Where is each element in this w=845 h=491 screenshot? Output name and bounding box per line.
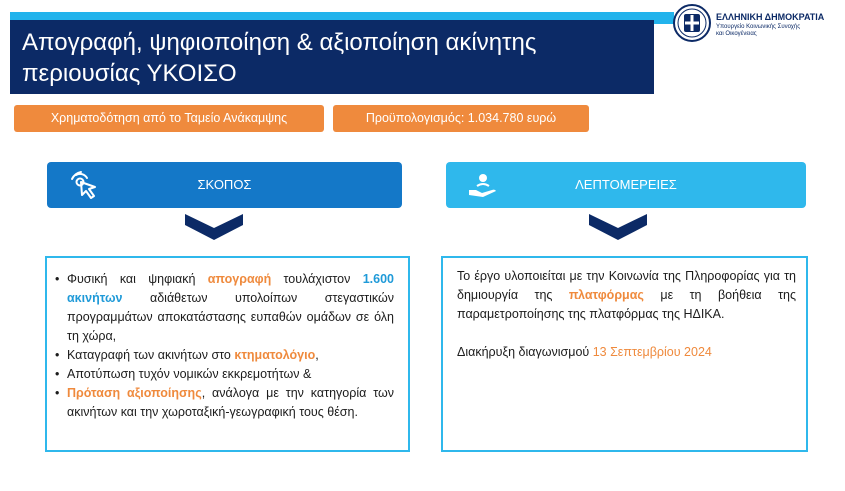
highlight-proposal: Πρόταση αξιοποίησης <box>67 386 202 400</box>
logo-ministry: Υπουργείο Κοινωνικής Συνοχής και Οικογένειας <box>716 24 801 37</box>
highlight-cadastre: κτηματολόγιο <box>234 348 316 362</box>
section-header-scope <box>47 162 402 208</box>
details-card <box>441 256 808 452</box>
scope-heading: ΣΚΟΠΟΣ <box>197 177 252 192</box>
scope-item-inventory: • Φυσική και ψηφιακή απογραφή τουλάχιστον 1.600 ακινήτων αδιάθετων υπολοίπων στεγαστικών προγραμμάτων αποκατάστασης ευπαθών ομάδων σε όλη τη χώρα, <box>53 270 394 346</box>
budget-badge: Προϋπολογισμός: 1.034.780 ευρώ <box>333 105 589 132</box>
ministry-logo <box>672 3 842 45</box>
page-title-line2: περιουσίας ΥΚΟΙΣΟ <box>22 60 237 87</box>
highlight-platform: πλατφόρμας <box>568 288 644 302</box>
funding-badge: Χρηματοδότηση από το Ταμείο Ανάκαμψης <box>14 105 324 132</box>
details-paragraph-project: Το έργο υλοποιείται με την Κοινωνία της Πληροφορίας για τη δημιουργία της πλατφόρμας με τη βοήθεια της παραμετροποίησης της πλατφόρμας της ΗΔΙΚΑ. <box>457 269 797 321</box>
highlight-tender-date: 13 Σεπτεμβρίου 2024 <box>592 345 712 359</box>
scope-list <box>53 270 394 422</box>
chevron-down-icon <box>589 214 647 240</box>
details-paragraph-tender: Διακήρυξη διαγωνισμού 13 Σεπτεμβρίου 2024 <box>457 345 712 359</box>
scope-item-legal: • Αποτύπωση τυχόν νομικών εκκρεμοτήτων & <box>53 365 394 384</box>
highlight-inventory: απογραφή <box>207 272 272 286</box>
scope-item-cadastre: • Καταγραφή των ακινήτων στο κτηματολόγιο, <box>53 346 394 365</box>
click-pointer-icon <box>67 170 101 202</box>
logo-country: ΕΛΛΗΝΙΚΗ ΔΗΜΟΚΡΑΤΙΑ <box>716 12 825 22</box>
details-heading: ΛΕΠΤΟΜΕΡΕΙΕΣ <box>575 177 677 192</box>
highlight-property-count: 1.600 ακινήτων <box>67 272 394 305</box>
hand-service-icon <box>466 170 500 200</box>
section-header-details <box>446 162 806 208</box>
greek-emblem-icon <box>672 3 712 43</box>
chevron-down-icon <box>185 214 243 240</box>
page-title <box>10 20 654 94</box>
scope-item-proposal: • Πρόταση αξιοποίησης, ανάλογα με την κατηγορία των ακινήτων και την χωροταξική-γεωγραφική τους θέση. <box>53 384 394 422</box>
scope-card <box>45 256 410 452</box>
page-title-line1: Απογραφή, ψηφιοποίηση & αξιοποίηση ακίνητης <box>22 29 537 56</box>
